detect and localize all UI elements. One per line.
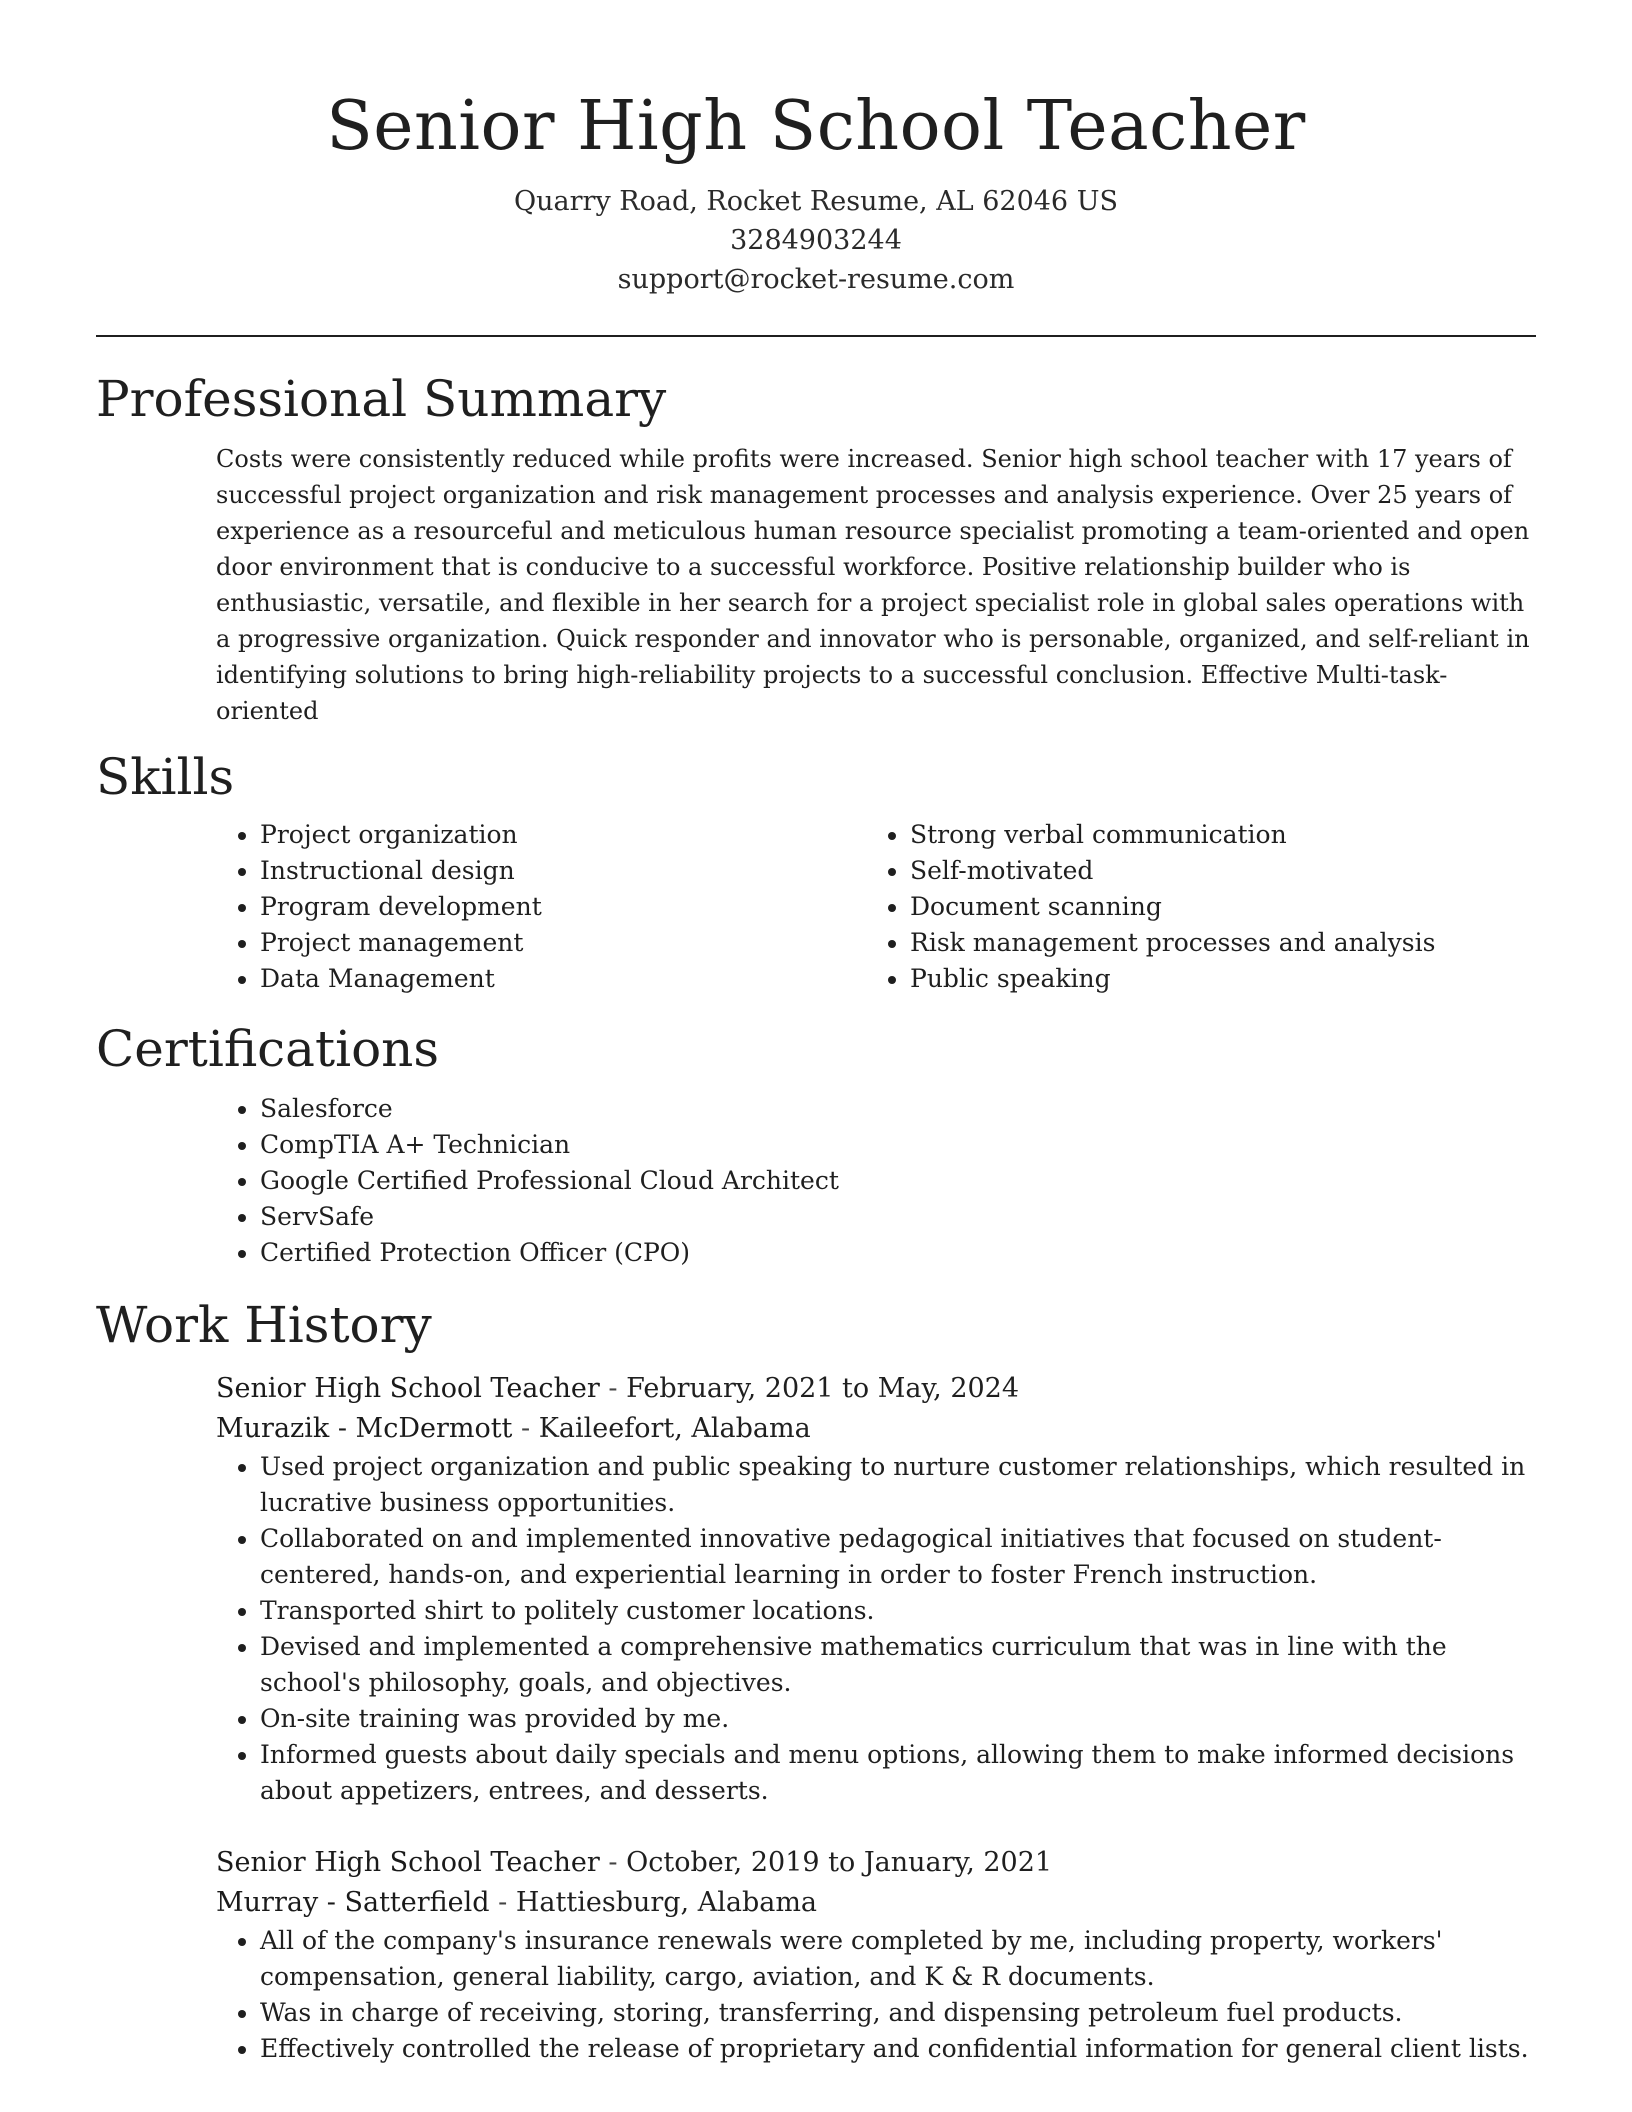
skills-list-left: [216, 817, 866, 997]
skills-column-right: [866, 817, 1516, 997]
job-duties-list: [216, 1923, 1536, 2067]
certification-item: • ServSafe: [260, 1199, 1536, 1235]
certification-item: • Certified Protection Officer (CPO): [260, 1235, 1536, 1271]
separator: -: [489, 1887, 516, 1918]
header-divider: [96, 335, 1536, 337]
job-title: Senior High School Teacher: [216, 1847, 600, 1878]
skills-grid: [216, 817, 1536, 997]
certification-item: • CompTIA A+ Technician: [260, 1127, 1536, 1163]
separator: -: [599, 1373, 627, 1404]
separator: -: [512, 1413, 539, 1444]
address-text: Quarry Road, Rocket Resume, AL 62046 US: [514, 186, 1118, 217]
job-duty-item: • Transported shirt to politely customer locations.: [260, 1593, 1536, 1629]
job-duties-list: [216, 1449, 1536, 1809]
skills-heading: Skills: [96, 748, 235, 806]
job-duty-item: • On-site training was provided by me.: [260, 1701, 1536, 1737]
job-duty-item: • Was in charge of receiving, storing, transferring, and dispensing petroleum fuel products.: [260, 1995, 1536, 2031]
certifications-heading: Certifications: [96, 1020, 440, 1078]
skills-list-right: [866, 817, 1516, 997]
resume-header: [96, 0, 1536, 299]
job-title-line: [216, 1369, 1536, 1409]
job-company-line: [216, 1883, 1536, 1923]
skill-item: • Project management: [260, 925, 866, 961]
certifications-list: [216, 1091, 1536, 1271]
candidate-name: Senior High School Teacher: [326, 87, 1306, 166]
skill-item: • Risk management processes and analysis: [910, 925, 1516, 961]
job-duty-item: • Collaborated on and implemented innovative pedagogical initiatives that focused on student-centered, hands-on, and experiential learning in order to foster French instruction.: [260, 1521, 1536, 1593]
job-dates: February, 2021 to May, 2024: [626, 1373, 1020, 1404]
job-company: Murazik - McDermott: [216, 1413, 513, 1444]
job-duty-item: • Effectively controlled the release of proprietary and confidential information for general client lists.: [260, 2031, 1536, 2067]
job-duty-item: • All of the company's insurance renewals were completed by me, including property, workers' compensation, general liability, cargo, aviation, and K & R documents.: [260, 1923, 1536, 1995]
skill-item: • Project organization: [260, 817, 866, 853]
job-company: Murray - Satterfield: [216, 1887, 490, 1918]
job-duty-item: • Devised and implemented a comprehensive mathematics curriculum that was in line with the school's philosophy, goals, and objectives.: [260, 1629, 1536, 1701]
job-dates: October, 2019 to January, 2021: [626, 1847, 1053, 1878]
email-text: support@rocket-resume.com: [617, 264, 1015, 295]
summary-heading: Professional Summary: [96, 370, 667, 428]
skill-item: • Public speaking: [910, 961, 1516, 997]
skill-item: • Instructional design: [260, 853, 866, 889]
job-location: Kaileefort, Alabama: [538, 1413, 811, 1444]
skills-column-left: [216, 817, 866, 997]
job-title-line: [216, 1843, 1536, 1883]
certification-item: • Salesforce: [260, 1091, 1536, 1127]
job-company-line: [216, 1409, 1536, 1449]
certifications-block: [216, 1091, 1536, 1271]
skill-item: • Strong verbal communication: [910, 817, 1516, 853]
job-duty-item: • Used project organization and public speaking to nurture customer relationships, which resulted in lucrative business opportunities.: [260, 1449, 1536, 1521]
contact-block: [96, 182, 1536, 299]
work-history-heading: Work History: [96, 1296, 432, 1354]
phone-text: 3284903244: [730, 225, 902, 256]
job-duty-item: • Informed guests about daily specials and menu options, allowing them to make informed decisions about appetizers, entrees, and desserts.: [260, 1737, 1536, 1809]
job-title: Senior High School Teacher: [216, 1373, 600, 1404]
skill-item: • Program development: [260, 889, 866, 925]
separator: -: [599, 1847, 627, 1878]
job-entry: [216, 1369, 1536, 1809]
skill-item: • Data Management: [260, 961, 866, 997]
job-entry: [216, 1843, 1536, 2067]
skill-item: • Document scanning: [910, 889, 1516, 925]
summary-paragraph: Costs were consistently reduced while profits were increased. Senior high school teacher with 17 years of successful project organization and risk management processes and analysis experience. Over 25 years of experience as a resourceful and meticulous human resource specialist promoting a team-oriented and open door environment that is conducive to a successful workforce. Positive relationship builder who is enthusiastic, versatile, and flexible in her search for a project specialist role in global sales operations with a progressive organization. Quick responder and innovator who is personable, organized, and self-reliant in identifying solutions to bring high-reliability projects to a successful conclusion. Effective Multi-task-oriented: [216, 445, 1530, 725]
skill-item: • Self-motivated: [910, 853, 1516, 889]
job-location: Hattiesburg, Alabama: [515, 1887, 818, 1918]
resume-page: [96, 0, 1536, 2067]
certification-item: • Google Certified Professional Cloud Architect: [260, 1163, 1536, 1199]
